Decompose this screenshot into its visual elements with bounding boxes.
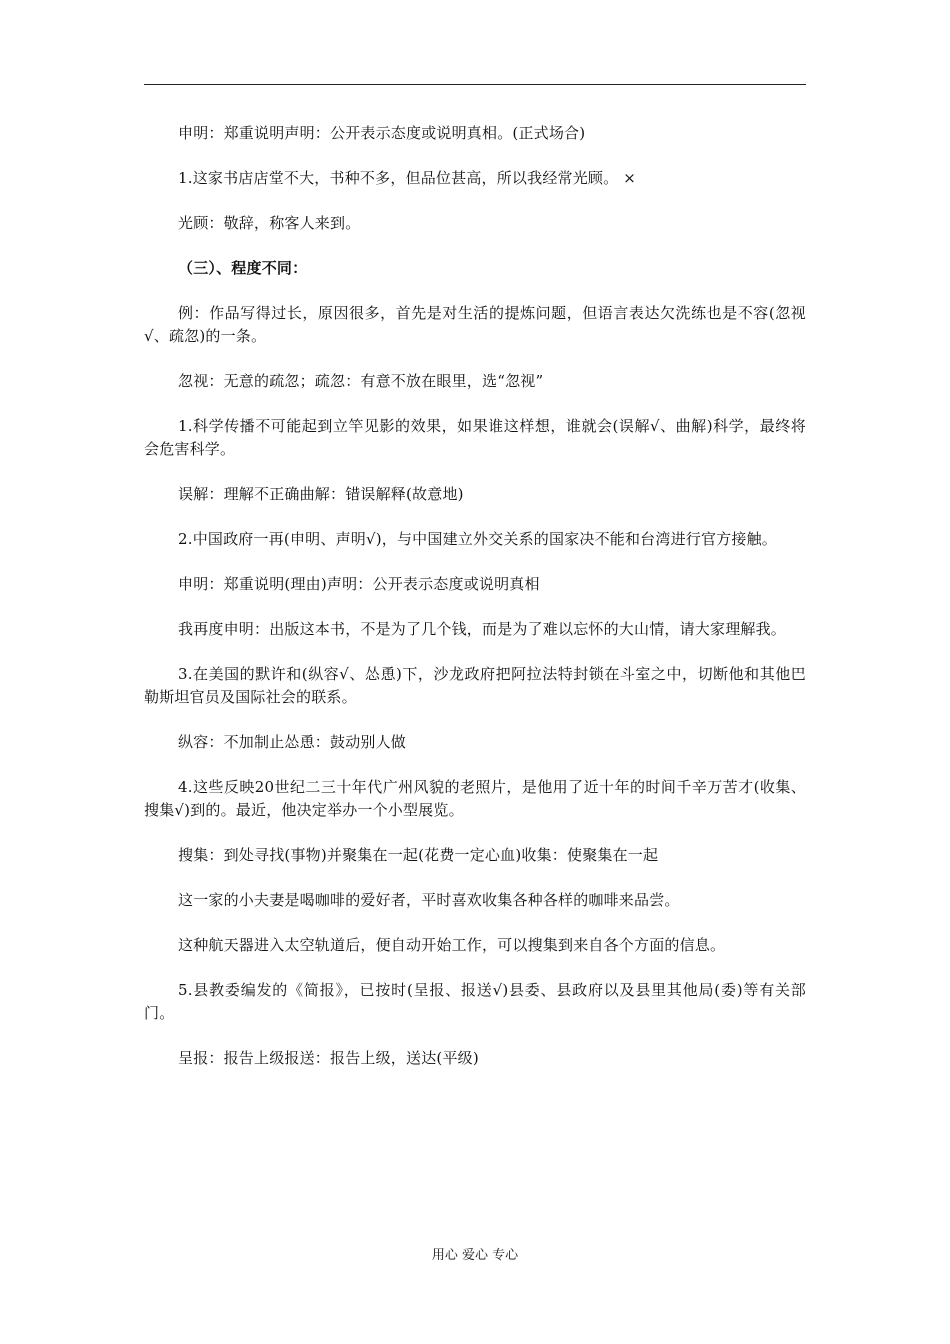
paragraph: 这一家的小夫妻是喝咖啡的爱好者，平时喜欢收集各种各样的咖啡来品尝。 (178, 891, 680, 909)
paragraph: 我再度申明：出版这本书，不是为了几个钱，而是为了难以忘怀的大山情，请大家理解我。 (178, 620, 787, 638)
document-body (144, 122, 806, 1092)
paragraph: 申明：郑重说明(理由)声明：公开表示态度或说明真相 (178, 575, 540, 593)
page-footer: 用心 爱心 专心 (431, 1248, 519, 1263)
paragraph: 纵容：不加制止怂恿：鼓动别人做 (178, 733, 407, 751)
paragraph: 1.这家书店店堂不大，书种不多，但品位甚高，所以我经常光顾。 × (178, 169, 637, 187)
paragraph: 1.科学传播不可能起到立竿见影的效果，如果谁这样想，谁就会(误解√、曲解)科学，最终将会危害科学。 (144, 417, 806, 458)
paragraph: 忽视：无意的疏忽；疏忽：有意不放在眼里，选“忽视” (178, 372, 544, 390)
paragraph: 例：作品写得过长，原因很多，首先是对生活的提炼问题，但语言表达欠洗练也是不容(忽视√、疏忽)的一条。 (144, 304, 806, 345)
header-rule (144, 84, 806, 85)
paragraph: 申明：郑重说明声明：公开表示态度或说明真相。(正式场合) (178, 124, 586, 142)
paragraph: 2.中国政府一再(申明、声明√)，与中国建立外交关系的国家决不能和台湾进行官方接触。 (178, 530, 777, 548)
section-heading: （三）、程度不同： (178, 259, 308, 277)
paragraph: 这种航天器进入太空轨道后，便自动开始工作，可以搜集到来自各个方面的信息。 (178, 936, 726, 954)
paragraph: 5.县教委编发的《简报》，已按时(呈报、报送√)县委、县政府以及县里其他局(委)等有关部门。 (144, 981, 806, 1022)
paragraph: 搜集：到处寻找(事物)并聚集在一起(花费一定心血)收集：使聚集在一起 (178, 846, 659, 864)
paragraph: 3.在美国的默许和(纵容√、怂恿)下，沙龙政府把阿拉法特封锁在斗室之中，切断他和其他巴勒斯坦官员及国际社会的联系。 (144, 665, 806, 706)
paragraph: 4.这些反映20世纪二三十年代广州风貌的老照片，是他用了近十年的时间千辛万苦才(收集、搜集√)到的。最近，他决定举办一个小型展览。 (144, 778, 806, 819)
paragraph: 呈报：报告上级报送：报告上级，送达(平级) (178, 1049, 479, 1067)
paragraph: 光顾：敬辞，称客人来到。 (178, 214, 361, 232)
paragraph: 误解：理解不正确曲解：错误解释(故意地) (178, 485, 464, 503)
